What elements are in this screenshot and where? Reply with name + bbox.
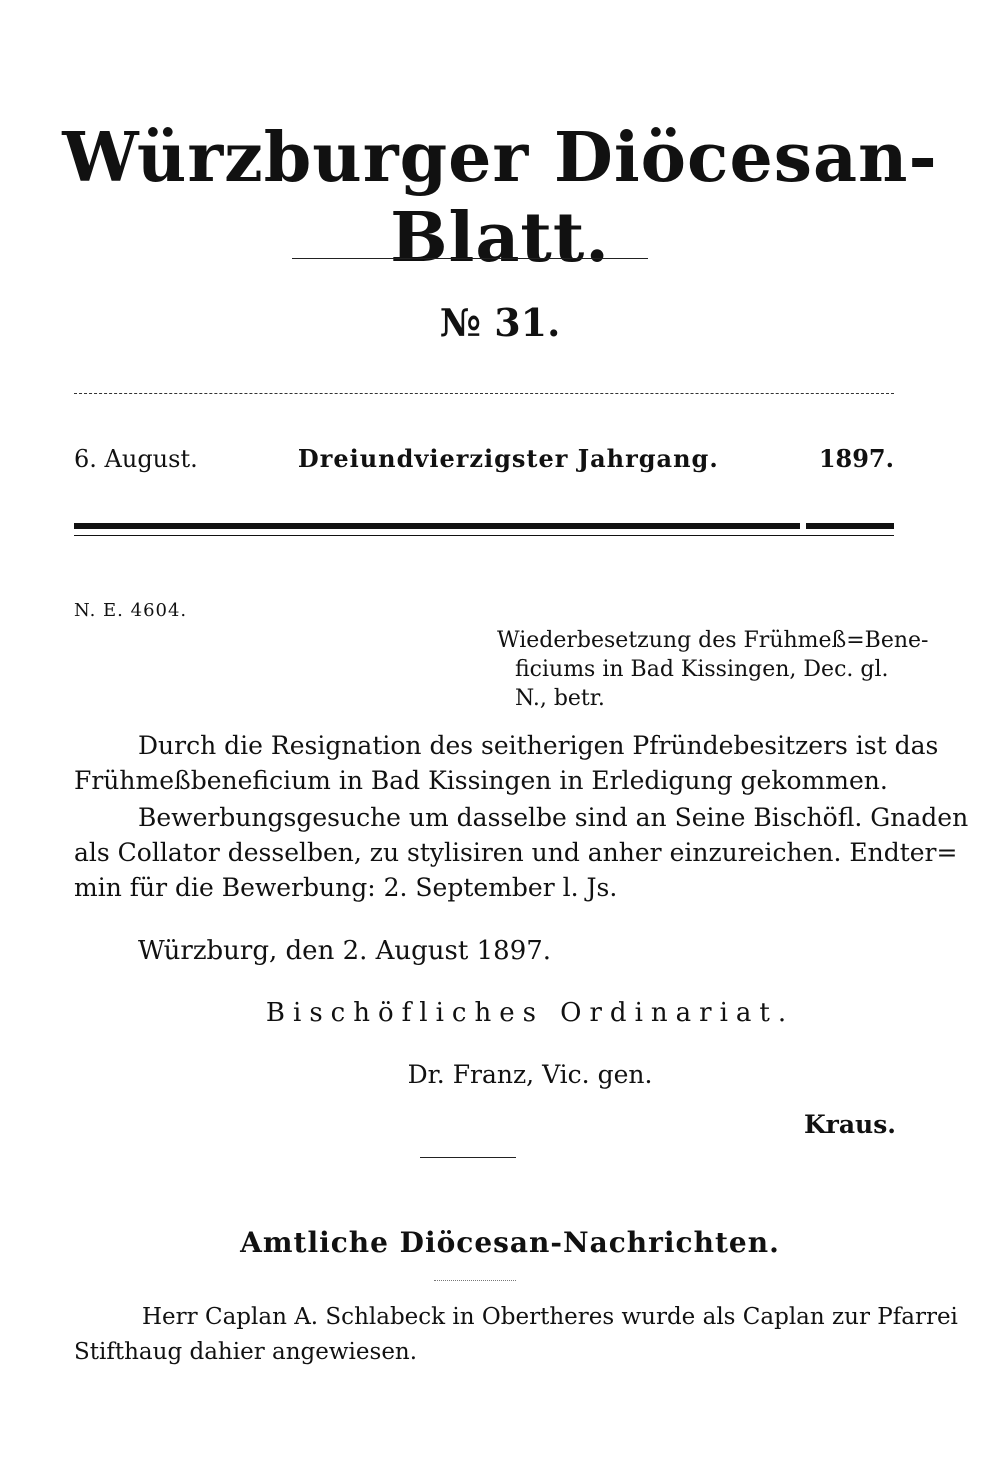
header-thin-rule [74,535,894,536]
masthead-rule [292,258,648,259]
issue-year: 1897. [818,444,894,473]
notice-reference: N. E. 4604. [74,600,188,621]
paragraph-line: min für die Bewerbung: 2. September l. Js. [74,873,618,902]
signature-secondary: Kraus. [803,1110,896,1139]
paragraph-line: Herr Caplan A. Schlabeck in Obertheres wurde als Caplan zur Pfarrei [142,1304,958,1330]
issue-date: 6. August. [74,445,198,473]
signature: Dr. Franz, Vic. gen. [407,1060,653,1089]
section-separator [420,1157,516,1158]
place-date: Würzburg, den 2. August 1897. [138,936,552,966]
issue-volume: Dreiundvierzigster Jahrgang. [297,444,719,473]
subject-line: Wiederbesetzung des Frühmeß=Bene- [497,628,929,653]
notice-paragraph-1 [74,728,939,798]
masthead-title: Würzburger Diöcesan-Blatt. [62,118,938,278]
paragraph-line: Stifthaug dahier angewiesen. [74,1339,418,1365]
issue-number: № 31. [439,300,561,345]
news-paragraph [74,1300,958,1370]
paragraph-line: Bewerbungsgesuche um dasselbe sind an Seine Bischöfl. Gnaden [138,803,969,832]
issue-rule [74,393,894,394]
header-thick-rule [74,523,800,529]
notice-paragraph-2 [74,800,969,905]
paragraph-line: Frühmeßbeneficium in Bad Kissingen in Erledigung gekommen. [74,766,888,795]
header-thick-rule-end [806,523,894,529]
notice-subject [497,626,929,713]
subject-line: ficiums in Bad Kissingen, Dec. gl. [515,657,889,682]
paragraph-line: als Collator desselben, zu stylisiren und anher einzureichen. Endter= [74,838,958,867]
subject-line: N., betr. [515,686,605,711]
dateline [74,444,894,473]
paragraph-line: Durch die Resignation des seitherigen Pfründebesitzers ist das [138,731,939,760]
section-heading: Amtliche Diöcesan-Nachrichten. [240,1226,780,1259]
issuing-authority: Bischöfliches Ordinariat. [265,998,795,1028]
heading-rule [434,1280,516,1281]
